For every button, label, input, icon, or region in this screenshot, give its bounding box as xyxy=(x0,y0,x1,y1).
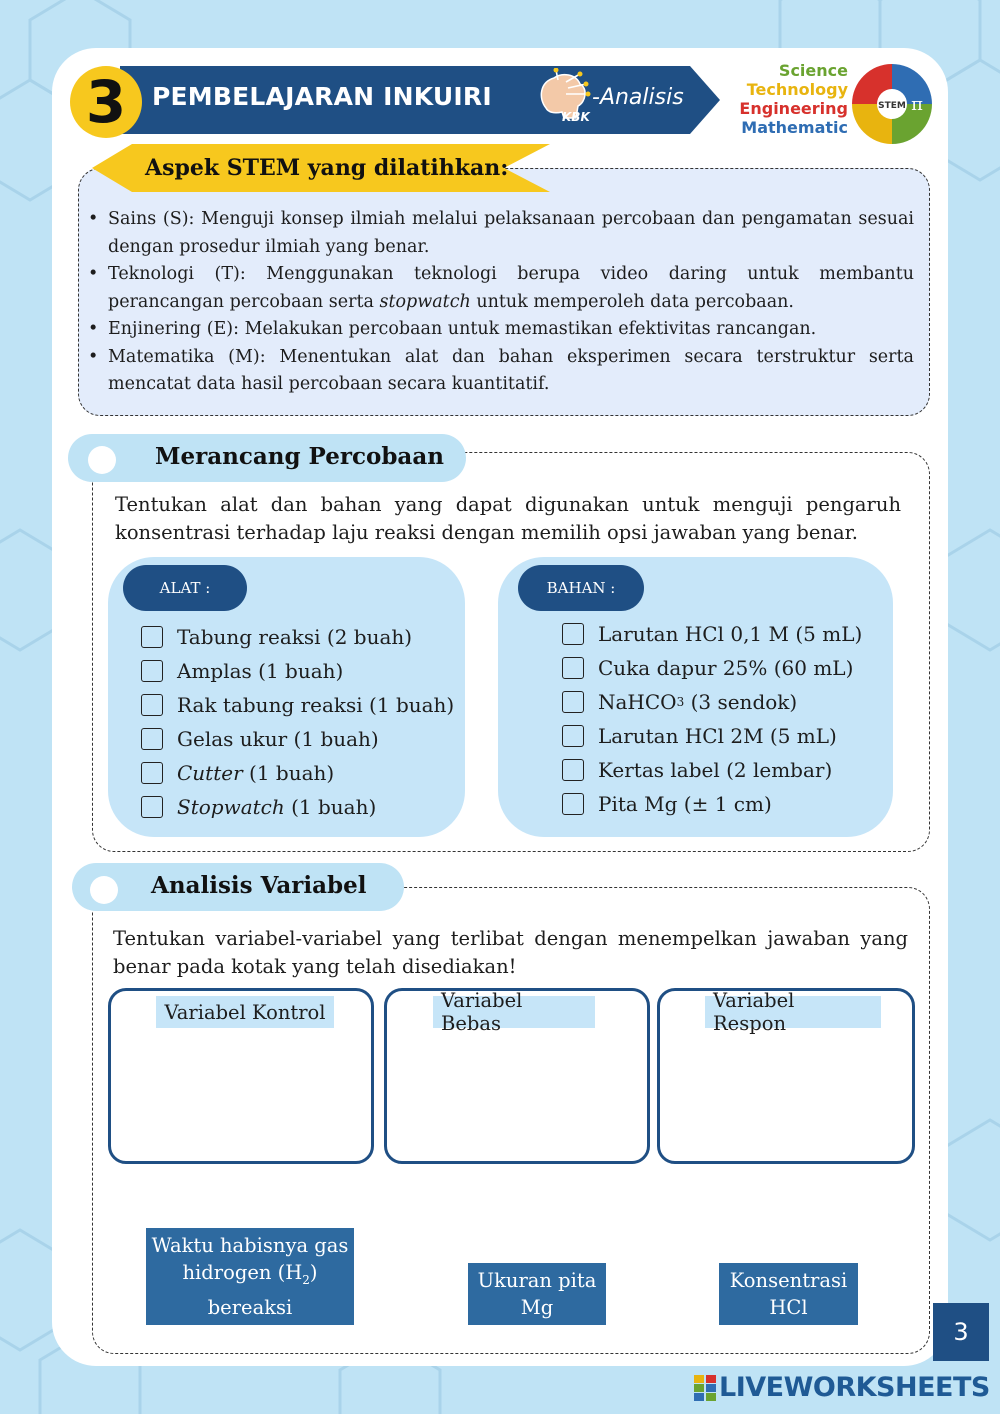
analisis-bullet-dot xyxy=(90,876,118,904)
checkbox[interactable] xyxy=(562,793,584,815)
bahan-label: BAHAN : xyxy=(518,565,644,611)
alat-option[interactable]: Amplas (1 buah) xyxy=(141,657,343,685)
checkbox[interactable] xyxy=(141,626,163,648)
alat-option[interactable]: Stopwatch (1 buah) xyxy=(141,793,376,821)
answer-card-waktu[interactable] xyxy=(146,1228,354,1325)
aspek-item-matematika: • Matematika (M): Menentukan alat dan bahan eksperimen secara terstruktur serta mencatat data hasil percobaan secara kuantitatif. xyxy=(86,344,914,399)
variabel-kontrol-label: Variabel Kontrol xyxy=(156,996,334,1028)
svg-text:STEM: STEM xyxy=(878,101,906,111)
liveworksheets-logo-icon xyxy=(694,1375,716,1401)
section-number-badge: 3 xyxy=(70,66,142,138)
answer-card-ukuran[interactable] xyxy=(468,1263,606,1325)
aspek-item-sains: • Sains (S): Menguji konsep ilmiah melalui pelaksanaan percobaan dan pengamatan sesuai dengan prosedur ilmiah yang benar. xyxy=(86,206,914,261)
variabel-respon-label: Variabel Respon xyxy=(705,996,881,1028)
stem-word-engineering: Engineering xyxy=(739,99,848,118)
header-subtitle: -Analisis xyxy=(592,85,684,110)
bahan-option[interactable]: Pita Mg (± 1 cm) xyxy=(562,790,772,818)
alat-option[interactable]: Cutter (1 buah) xyxy=(141,759,334,787)
svg-text:π: π xyxy=(911,94,923,115)
stem-word-technology: Technology xyxy=(746,80,848,99)
merancang-instruction: Tentukan alat dan bahan yang dapat digunakan untuk menguji pengaruh konsentrasi terhadap laju reaksi dengan memilih opsi jawaban yang benar. xyxy=(115,493,901,544)
page-number: 3 xyxy=(933,1303,989,1361)
stem-word-list xyxy=(728,61,848,137)
analisis-title: Analisis Variabel xyxy=(151,872,367,899)
alat-option[interactable]: Gelas ukur (1 buah) xyxy=(141,725,379,753)
stem-circle-logo xyxy=(850,62,934,146)
checkbox[interactable] xyxy=(562,657,584,679)
stem-word-science: Science xyxy=(778,61,848,80)
checkbox[interactable] xyxy=(562,759,584,781)
checkbox[interactable] xyxy=(562,623,584,645)
bahan-option[interactable]: Larutan HCl 0,1 M (5 mL) xyxy=(562,620,862,648)
checkbox[interactable] xyxy=(141,762,163,784)
stem-word-mathematic: Mathematic xyxy=(741,118,848,137)
bahan-option[interactable]: Cuka dapur 25% (60 mL) xyxy=(562,654,853,682)
checkbox[interactable] xyxy=(141,660,163,682)
bahan-option[interactable]: Kertas label (2 lembar) xyxy=(562,756,832,784)
header-title: PEMBELAJARAN INKUIRI xyxy=(152,82,492,111)
answer-card-text: Konsentrasi HCl xyxy=(729,1269,848,1319)
merancang-title: Merancang Percobaan xyxy=(155,443,444,470)
checkbox[interactable] xyxy=(141,694,163,716)
answer-card-text: Ukuran pita Mg xyxy=(477,1269,597,1319)
alat-label: ALAT : xyxy=(123,565,247,611)
liveworksheets-brand[interactable] xyxy=(694,1372,990,1403)
alat-option[interactable]: Tabung reaksi (2 buah) xyxy=(141,623,412,651)
bahan-option[interactable]: Larutan HCl 2M (5 mL) xyxy=(562,722,837,750)
checkbox[interactable] xyxy=(141,796,163,818)
checkbox[interactable] xyxy=(562,691,584,713)
aspek-item-teknologi: • Teknologi (T): Menggunakan teknologi berupa video daring untuk membantu perancangan percobaan serta stopwatch untuk memperoleh data percobaan. xyxy=(86,261,914,316)
answer-card-text: Waktu habisnya gas hidrogen $(H_2)$ bereaksi xyxy=(151,1234,349,1319)
aspek-stem-title: Aspek STEM yang dilatihkan: xyxy=(145,155,509,181)
alat-option[interactable]: Rak tabung reaksi (1 buah) xyxy=(141,691,454,719)
checkbox[interactable] xyxy=(562,725,584,747)
aspek-item-enjinering: • Enjinering (E): Melakukan percobaan untuk memastikan efektivitas rancangan. xyxy=(86,316,914,344)
bahan-option[interactable]: NaHCO 3 (3 sendok) xyxy=(562,688,797,716)
checkbox[interactable] xyxy=(141,728,163,750)
variabel-bebas-label: Variabel Bebas xyxy=(433,996,595,1028)
kbk-label: KBK xyxy=(562,110,590,124)
aspek-stem-list xyxy=(86,206,914,399)
answer-card-konsentrasi[interactable] xyxy=(719,1263,858,1325)
analisis-instruction: Tentukan variabel-variabel yang terlibat dengan menempelkan jawaban yang benar pada kotak yang telah disediakan! xyxy=(113,927,908,978)
merancang-bullet-dot xyxy=(88,446,116,474)
liveworksheets-text: LIVEWORKSHEETS xyxy=(719,1372,990,1403)
